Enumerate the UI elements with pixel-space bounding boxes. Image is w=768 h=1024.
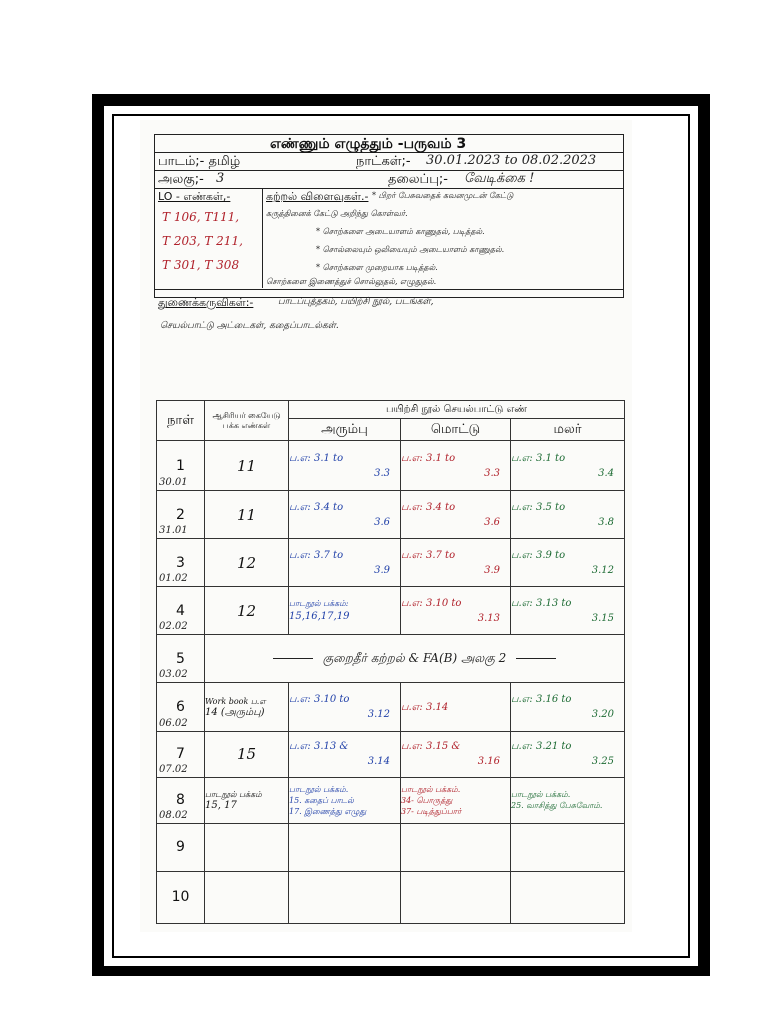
malar-entry: 3.20	[591, 709, 615, 720]
subject-label: பாடம்;- தமிழ்	[158, 154, 241, 169]
arumbu-entry: ப.எ: 3.7 to	[289, 549, 344, 561]
unit-value: 3	[216, 171, 225, 186]
teacher-page: 12	[205, 587, 289, 635]
day-date: 31.01	[159, 525, 188, 537]
arumbu-entry: ப.எ: 3.10 to	[289, 694, 350, 705]
table-row	[157, 731, 625, 777]
teacher-page: 15, 17	[205, 800, 237, 812]
mottu-entry: ப.எ: 3.10 to	[401, 597, 462, 609]
malar-entry: ப.எ: 3.1 to	[511, 452, 566, 464]
document-title: எண்ணும் எழுத்தும் -பருவம் 3	[270, 136, 467, 152]
level-mottu: மொட்டு	[401, 419, 511, 441]
tools-line: பாடப்புத்தகம், பயிற்சி நூல், படங்கள்,	[278, 297, 434, 307]
activities-label: கற்றல் விளைவுகள்.-	[266, 190, 369, 203]
activity-line: * சொற்களை அடையாளம் காணுதல், படித்தல்.	[316, 227, 485, 236]
day-number: 7	[176, 746, 185, 763]
arumbu-entry: 3.14	[367, 756, 390, 768]
malar-entry: 3.8	[598, 516, 615, 528]
day-number: 8	[176, 792, 185, 809]
table-row	[157, 539, 625, 587]
arumbu-entry: பாடநூல் பக்கம்:	[289, 598, 349, 608]
activity-line: சொற்களை இணைத்துச் சொல்லுதல், எழுதுதல்.	[266, 277, 437, 286]
table-row	[157, 587, 625, 635]
mottu-entry: 3.9	[484, 564, 500, 576]
day-number: 3	[176, 554, 185, 571]
mottu-entry: 3.3	[484, 467, 500, 479]
arumbu-entry: 3.3	[374, 467, 390, 479]
lo-code: T 106, T111,	[162, 210, 240, 224]
malar-entry: 3.4	[598, 467, 615, 479]
day-number: 9	[157, 823, 205, 871]
mottu-entry: ப.எ: 3.4 to	[401, 501, 456, 513]
table-row	[157, 823, 625, 871]
malar-entry: 3.12	[591, 564, 615, 576]
lo-divider	[262, 188, 263, 288]
teacher-page-prefix: Work book ப.எ	[205, 697, 266, 706]
activity-line: கருத்தினைக் கேட்டு அறிந்து கொள்வர்.	[266, 209, 408, 218]
col-teacher-header: ஆசிரியர் கையேடு பக்க எண்கள்	[205, 401, 289, 441]
col-day-header: நாள்	[157, 401, 205, 441]
tools-label: துணைக்கருவிகள்:-	[158, 296, 254, 309]
day-date: 08.02	[159, 809, 188, 821]
mottu-entry: 34- பொருத்து	[401, 795, 453, 805]
dates-label: நாட்கள்;-	[356, 154, 411, 169]
arumbu-entry: 15. கதைப் பாடல்	[289, 795, 354, 805]
col-workbook-header: பயிற்சி நூல் செயல்பாட்டு எண்	[289, 401, 625, 419]
teacher-page: 11	[205, 441, 289, 491]
day-date: 02.02	[159, 621, 188, 633]
day-number: 2	[176, 506, 185, 523]
mottu-entry: 3.16	[477, 756, 500, 768]
day-number: 4	[176, 602, 185, 619]
arumbu-entry: பாடநூல் பக்கம்.	[289, 784, 349, 794]
day-date: 06.02	[159, 717, 188, 729]
activity-table	[156, 400, 625, 924]
mottu-entry: ப.எ: 3.1 to	[401, 452, 456, 464]
day-date: 03.02	[159, 669, 188, 681]
malar-entry: ப.எ: 3.5 to	[511, 501, 566, 513]
arumbu-entry: ப.எ: 3.13 &	[289, 741, 349, 753]
level-arumbu: அரும்பு	[289, 419, 401, 441]
day-number: 5	[176, 650, 185, 667]
malar-entry: ப.எ: 3.16 to	[511, 694, 572, 705]
table-row	[157, 441, 625, 491]
mottu-entry: 37- படித்துப்பார்	[401, 806, 462, 816]
table-row	[157, 871, 625, 923]
teacher-page: 11	[205, 491, 289, 539]
unit-label: அலகு;-	[158, 172, 204, 187]
teacher-page: 14 (அரும்பு)	[205, 707, 265, 718]
mottu-entry: 3.6	[484, 516, 500, 528]
topic-value: வேடிக்கை !	[464, 171, 535, 186]
malar-entry: ப.எ: 3.13 to	[511, 597, 572, 609]
dates-value: 30.01.2023 to 08.02.2023	[426, 153, 597, 168]
malar-entry: 3.25	[591, 756, 615, 768]
malar-entry: 25. வாசித்து பேசுவோம்.	[511, 801, 603, 811]
malar-entry: 3.15	[591, 612, 615, 624]
table-row	[157, 683, 625, 731]
arumbu-entry: 15,16,17,19	[289, 610, 350, 622]
mottu-entry: ப.எ: 3.7 to	[401, 549, 456, 561]
remedial-note: குறைதீர் கற்றல் & FA(B) அலகு 2	[322, 650, 507, 665]
tools-line: செயல்பாட்டு அட்டைகள், கதைப்பாடல்கள்.	[160, 321, 339, 331]
lo-label: LO - எண்கள்,-	[158, 190, 231, 203]
malar-entry: பாடநூல் பக்கம்.	[511, 790, 571, 800]
malar-entry: ப.எ: 3.21 to	[511, 741, 572, 753]
mottu-entry: பாடநூல் பக்கம்.	[401, 784, 461, 794]
day-number: 1	[176, 457, 185, 474]
teacher-page: 15	[205, 731, 289, 777]
day-date: 07.02	[159, 763, 188, 775]
teacher-page: 12	[205, 539, 289, 587]
mottu-entry: 3.13	[477, 612, 500, 624]
day-date: 01.02	[159, 573, 188, 585]
topic-label: தலைப்பு;-	[388, 172, 448, 187]
teacher-page-prefix: பாடநூல் பக்கம்	[205, 790, 262, 800]
mottu-entry: ப.எ: 3.15 &	[401, 741, 461, 753]
day-date: 30.01	[159, 477, 188, 489]
level-malar: மலர்	[511, 419, 625, 441]
arumbu-entry: ப.எ: 3.1 to	[289, 452, 344, 464]
arumbu-entry: 3.9	[374, 564, 390, 576]
day-number: 6	[176, 699, 185, 715]
table-row	[157, 635, 625, 683]
lo-code: T 203, T 211,	[162, 234, 243, 248]
activity-line: * சொல்லையும் ஒலியையும் அடையாளம் காணுதல்.	[316, 245, 505, 254]
malar-entry: ப.எ: 3.9 to	[511, 549, 566, 561]
mottu-entry: ப.எ: 3.14	[401, 701, 449, 713]
header-bottom-line	[154, 288, 624, 290]
table-row	[157, 777, 625, 823]
activity-line: * பிறர் பேசுவதைக் கவனமுடன் கேட்டு	[372, 191, 514, 200]
dash-line	[516, 658, 556, 659]
lo-code: T 301, T 308	[162, 258, 240, 272]
table-row	[157, 491, 625, 539]
arumbu-entry: 17. இணைத்து எழுது	[289, 806, 367, 816]
dash-line	[273, 658, 313, 659]
activity-line: * சொற்களை முறையாக படித்தல்.	[316, 263, 438, 272]
arumbu-entry: ப.எ: 3.4 to	[289, 501, 344, 513]
arumbu-entry: 3.12	[367, 709, 390, 720]
arumbu-entry: 3.6	[374, 516, 390, 528]
day-number: 10	[157, 871, 205, 923]
